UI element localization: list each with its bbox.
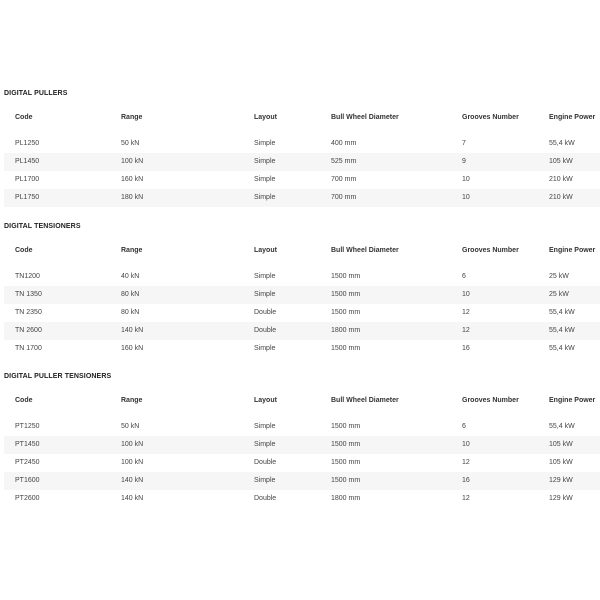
cell-engine-power: 105 kW [549, 459, 573, 466]
spec-table-pullers [4, 108, 600, 207]
cell-bull-wheel-diameter: 1500 mm [320, 472, 451, 490]
table-row [4, 171, 600, 189]
col-header-engine-power: Engine Power [549, 114, 596, 121]
cell-layout: Simple [243, 286, 320, 304]
cell-range: 180 kN [110, 189, 243, 207]
table-row [4, 490, 600, 508]
cell-code: PT2450 [15, 459, 40, 466]
table-row [4, 268, 600, 286]
col-header-layout: Layout [254, 397, 277, 404]
cell-grooves-number: 10 [462, 176, 470, 183]
cell-grooves-number: 12 [451, 322, 538, 340]
cell-grooves-number: 10 [451, 286, 538, 304]
cell-code: PT1450 [4, 436, 110, 454]
cell-engine-power: 105 kW [538, 153, 600, 171]
cell-bull-wheel-diameter: 1800 mm [320, 322, 451, 340]
cell-layout: Double [243, 322, 320, 340]
spec-table-puller-tensioners [4, 391, 600, 508]
table-header-row [4, 108, 600, 127]
table-row [4, 418, 600, 436]
section-title: DIGITAL PULLER TENSIONERS [4, 373, 112, 380]
cell-bull-wheel-diameter: 700 mm [331, 176, 357, 183]
col-header-bull-wheel-diameter: Bull Wheel Diameter [331, 397, 399, 404]
cell-grooves-number: 16 [451, 472, 538, 490]
cell-grooves-number: 16 [462, 345, 470, 352]
table-header-row [4, 391, 600, 410]
cell-range: 100 kN [121, 459, 144, 466]
cell-range: 140 kN [110, 472, 243, 490]
cell-grooves-number: 10 [451, 436, 538, 454]
cell-code: TN 1700 [15, 345, 42, 352]
cell-engine-power: 210 kW [549, 176, 573, 183]
cell-layout: Double [254, 495, 277, 502]
col-header-grooves-number: Grooves Number [462, 397, 519, 404]
table-row [4, 454, 600, 472]
cell-bull-wheel-diameter: 700 mm [320, 189, 451, 207]
cell-code: PL1250 [15, 140, 40, 147]
col-header-layout: Layout [254, 247, 277, 254]
cell-bull-wheel-diameter: 1500 mm [320, 436, 451, 454]
table-row [4, 472, 600, 490]
cell-code: TN 2600 [4, 322, 110, 340]
cell-engine-power: 55,4 kW [549, 140, 575, 147]
cell-layout: Simple [254, 140, 276, 147]
col-header-range: Range [121, 247, 143, 254]
col-header-range: Range [121, 114, 143, 121]
table-row [4, 322, 600, 340]
cell-bull-wheel-diameter: 1500 mm [331, 423, 361, 430]
table-row [4, 436, 600, 454]
cell-range: 80 kN [110, 286, 243, 304]
col-header-range: Range [121, 397, 143, 404]
col-header-code: Code [15, 397, 33, 404]
cell-engine-power: 55,4 kW [549, 423, 575, 430]
table-row [4, 189, 600, 207]
cell-layout: Double [254, 309, 277, 316]
cell-range: 50 kN [121, 140, 140, 147]
col-header-code: Code [15, 114, 33, 121]
section-title: DIGITAL PULLERS [4, 90, 68, 97]
cell-code: PT1600 [4, 472, 110, 490]
spec-table-tensioners [4, 241, 600, 358]
cell-engine-power: 129 kW [549, 495, 573, 502]
cell-range: 140 kN [110, 322, 243, 340]
col-header-engine-power: Engine Power [549, 397, 596, 404]
table-row [4, 340, 600, 358]
table-header-row [4, 241, 600, 260]
cell-layout: Simple [243, 189, 320, 207]
cell-code: TN1200 [15, 273, 40, 280]
col-header-engine-power: Engine Power [549, 247, 596, 254]
section-digital-pullers [4, 88, 600, 207]
cell-bull-wheel-diameter: 400 mm [331, 140, 357, 147]
col-header-bull-wheel-diameter: Bull Wheel Diameter [331, 114, 399, 121]
section-digital-tensioners [4, 221, 600, 358]
section-digital-puller-tensioners [4, 371, 600, 508]
cell-range: 160 kN [121, 176, 144, 183]
cell-code: PL1750 [4, 189, 110, 207]
cell-code: PL1700 [15, 176, 40, 183]
cell-range: 160 kN [121, 345, 144, 352]
cell-code: PT2600 [15, 495, 40, 502]
cell-bull-wheel-diameter: 1500 mm [320, 286, 451, 304]
cell-layout: Simple [254, 423, 276, 430]
cell-engine-power: 129 kW [538, 472, 600, 490]
table-row [4, 286, 600, 304]
cell-layout: Simple [254, 273, 276, 280]
cell-bull-wheel-diameter: 1500 mm [331, 459, 361, 466]
cell-engine-power: 105 kW [538, 436, 600, 454]
cell-layout: Simple [254, 345, 276, 352]
cell-layout: Simple [243, 436, 320, 454]
cell-grooves-number: 12 [462, 459, 470, 466]
cell-layout: Simple [243, 472, 320, 490]
cell-grooves-number: 10 [451, 189, 538, 207]
cell-bull-wheel-diameter: 1500 mm [331, 309, 361, 316]
cell-grooves-number: 6 [462, 273, 466, 280]
cell-engine-power: 55,4 kW [549, 345, 575, 352]
col-header-bull-wheel-diameter: Bull Wheel Diameter [331, 247, 399, 254]
col-header-layout: Layout [254, 114, 277, 121]
table-row [4, 153, 600, 171]
col-header-grooves-number: Grooves Number [462, 114, 519, 121]
cell-grooves-number: 6 [462, 423, 466, 430]
cell-layout: Simple [243, 153, 320, 171]
cell-engine-power: 25 kW [549, 273, 569, 280]
cell-grooves-number: 12 [462, 495, 470, 502]
cell-bull-wheel-diameter: 1500 mm [331, 345, 361, 352]
cell-code: TN 2350 [15, 309, 42, 316]
cell-bull-wheel-diameter: 1500 mm [331, 273, 361, 280]
cell-bull-wheel-diameter: 1800 mm [331, 495, 361, 502]
cell-engine-power: 210 kW [538, 189, 600, 207]
cell-range: 80 kN [121, 309, 140, 316]
cell-code: TN 1350 [4, 286, 110, 304]
table-row [4, 135, 600, 153]
cell-code: PT1250 [15, 423, 40, 430]
cell-range: 100 kN [110, 153, 243, 171]
cell-code: PL1450 [4, 153, 110, 171]
cell-grooves-number: 9 [451, 153, 538, 171]
cell-range: 100 kN [110, 436, 243, 454]
cell-engine-power: 55,4 kW [538, 322, 600, 340]
cell-engine-power: 55,4 kW [549, 309, 575, 316]
col-header-grooves-number: Grooves Number [462, 247, 519, 254]
cell-grooves-number: 12 [462, 309, 470, 316]
cell-grooves-number: 7 [462, 140, 466, 147]
cell-layout: Simple [254, 176, 276, 183]
cell-engine-power: 25 kW [538, 286, 600, 304]
cell-range: 50 kN [121, 423, 140, 430]
cell-range: 140 kN [121, 495, 144, 502]
table-row [4, 304, 600, 322]
cell-range: 40 kN [121, 273, 140, 280]
cell-layout: Double [254, 459, 277, 466]
cell-bull-wheel-diameter: 525 mm [320, 153, 451, 171]
col-header-code: Code [15, 247, 33, 254]
section-title: DIGITAL TENSIONERS [4, 223, 81, 230]
